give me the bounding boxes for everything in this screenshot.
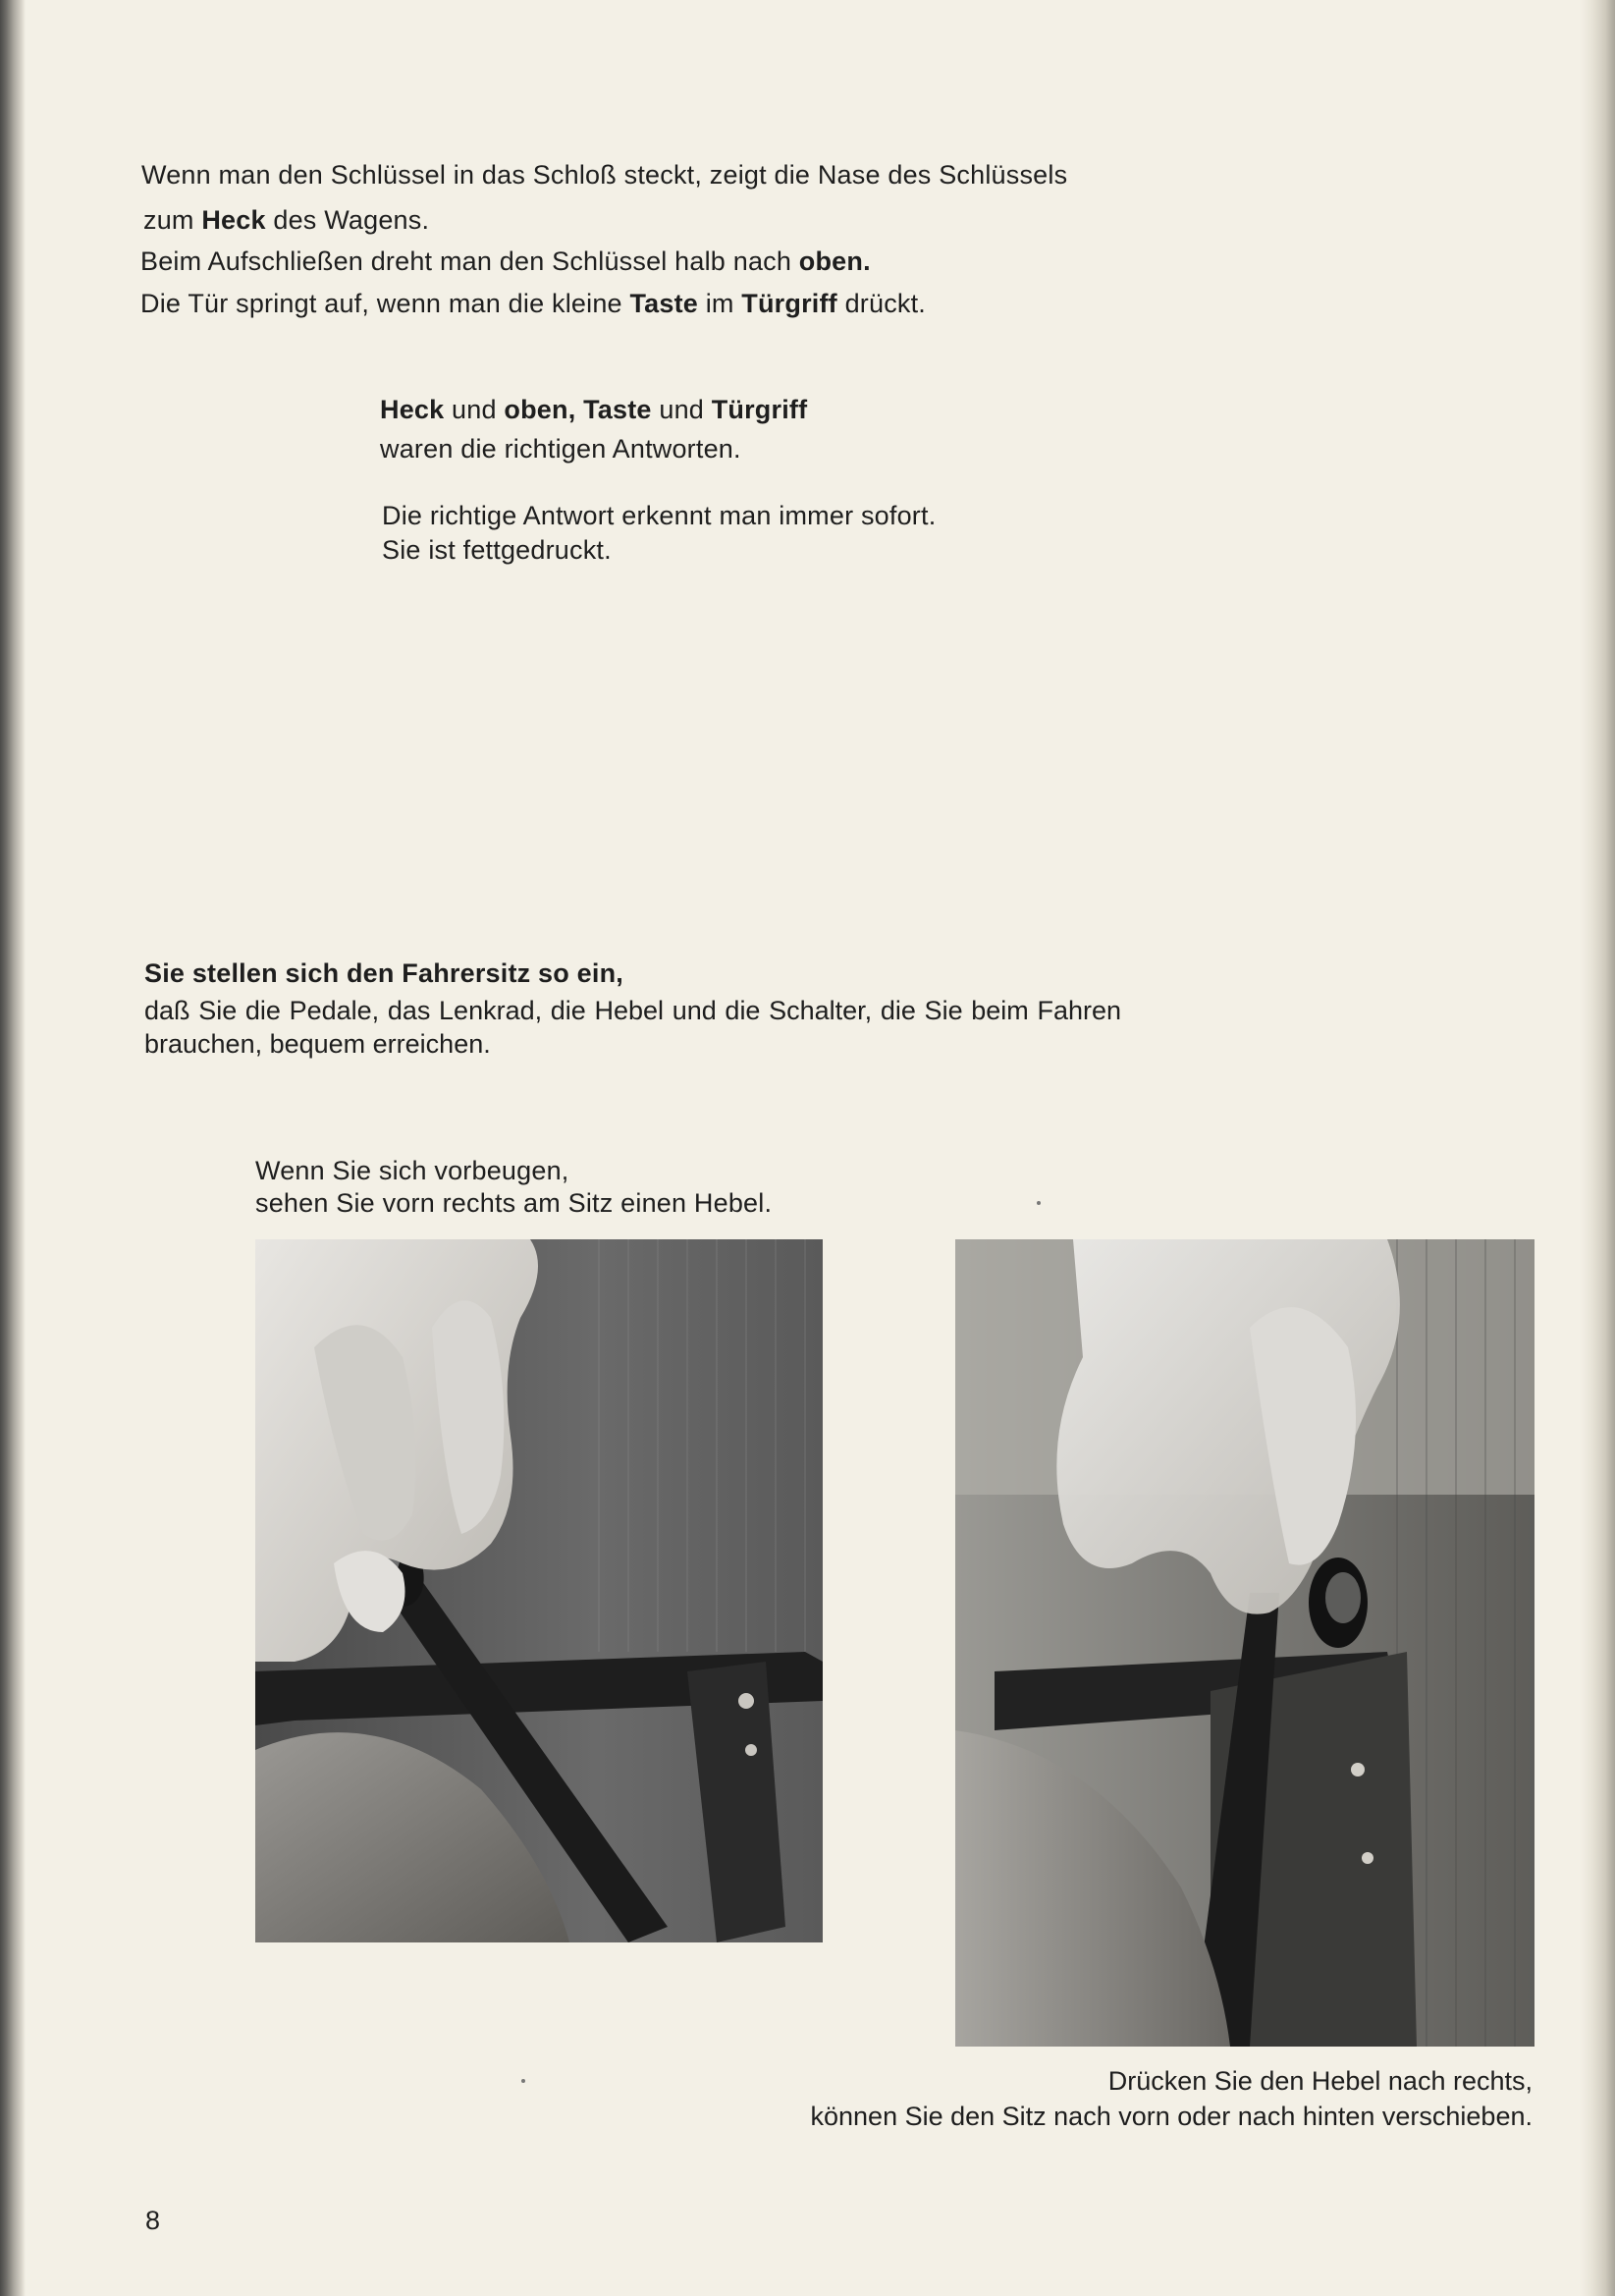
intro-line-3-pre: Beim Aufschließen dreht man den Schlüssel halb nach — [140, 246, 799, 276]
intro-line-1-text: Wenn man den Schlüssel in das Schloß steckt, zeigt die Nase des Schlüssels — [141, 160, 1068, 190]
intro-line-4-pre: Die Tür springt auf, wenn man die kleine — [140, 289, 630, 318]
answer-text-2: und — [651, 395, 712, 424]
answer-bold-2: oben, Taste — [504, 395, 652, 424]
intro-line-4 — [140, 287, 926, 320]
intro-line-4-bold-2: Türgriff — [741, 289, 837, 318]
page-number — [145, 2204, 160, 2237]
photo-2-graphic — [955, 1239, 1534, 2047]
answer-line-1 — [380, 393, 807, 426]
answer-line-3-text: Die richtige Antwort erkennt man immer sofort. — [382, 501, 937, 530]
answer-bold-3: Türgriff — [711, 395, 808, 424]
intro-line-2-post: des Wagens. — [265, 205, 430, 235]
seat-heading-text: Sie stellen sich den Fahrersitz so ein, — [144, 958, 623, 988]
print-speck — [1037, 1201, 1041, 1205]
answer-line-4-text: Sie ist fettgedruckt. — [382, 535, 612, 565]
caption-top-line-1 — [255, 1154, 569, 1187]
answer-bold-1: Heck — [380, 395, 445, 424]
caption-top-line-2-text: sehen Sie vorn rechts am Sitz einen Hebel. — [255, 1188, 773, 1218]
intro-line-4-bold-1: Taste — [629, 289, 698, 318]
page-edge-shadow — [1580, 0, 1615, 2296]
caption-bottom-line-2-text: können Sie den Sitz nach vorn oder nach hinten verschieben. — [810, 2102, 1533, 2131]
intro-line-2-pre: zum — [143, 205, 202, 235]
answer-line-3 — [382, 499, 936, 532]
caption-top-line-2 — [255, 1186, 772, 1220]
intro-line-3 — [140, 245, 871, 278]
answer-line-2 — [380, 432, 741, 465]
intro-line-2-bold: Heck — [201, 205, 266, 235]
seat-body — [144, 994, 1121, 1061]
photo-hand-reaching-lever — [255, 1239, 823, 1942]
answer-line-4 — [382, 533, 612, 567]
seat-body-text: daß Sie die Pedale, das Lenkrad, die Hebel und die Schalter, die Sie beim Fahren brauchen, bequem erreichen. — [144, 996, 1121, 1059]
intro-line-3-bold: oben. — [798, 246, 871, 276]
intro-line-4-post: drückt. — [836, 289, 927, 318]
caption-bottom-line-1 — [1108, 2062, 1533, 2100]
caption-bottom-line-2 — [811, 2098, 1534, 2135]
photo-hand-pressing-lever — [955, 1239, 1534, 2047]
answer-text-1: und — [444, 395, 505, 424]
intro-line-2 — [143, 203, 429, 237]
intro-line-1 — [141, 158, 1067, 191]
answer-line-2-text: waren die richtigen Antworten. — [380, 434, 741, 464]
caption-bottom-line-1-text: Drücken Sie den Hebel nach rechts, — [1107, 2066, 1533, 2096]
caption-top-line-1-text: Wenn Sie sich vorbeugen, — [255, 1156, 569, 1185]
page-number-text: 8 — [145, 2206, 161, 2235]
photo-1-graphic — [255, 1239, 823, 1942]
seat-heading — [144, 957, 623, 990]
page-binding-shadow — [0, 0, 26, 2296]
intro-line-4-mid: im — [698, 289, 742, 318]
print-speck — [521, 2079, 525, 2083]
